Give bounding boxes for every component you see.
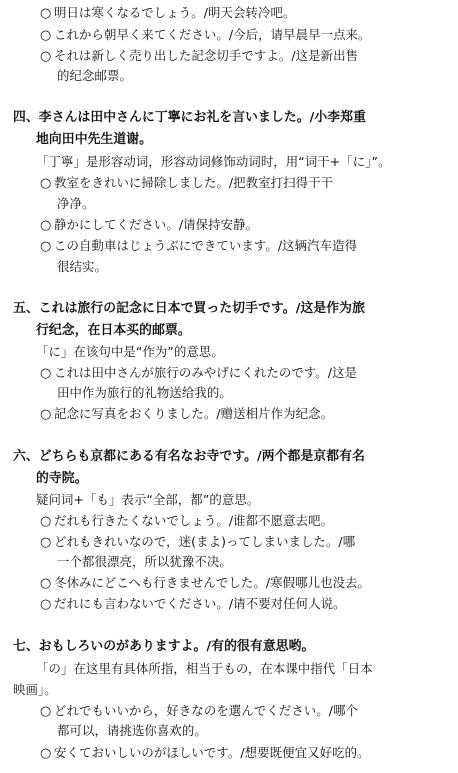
example-line [40, 512, 333, 531]
example-continuation: 很结实。 [57, 259, 107, 274]
example-text: 安くておいしいのがほしいです。/想要既便宜又好吃的。 [54, 745, 370, 760]
example-text: それは新しく売り出した記念切手ですよ。/这是新出售 [54, 48, 359, 63]
example-text: どれもきれいなので，迷(まよ)ってしまいました。/哪 [54, 534, 356, 549]
example-text: 教室をきれいに掃除しました。/把教室打扫得干干 [54, 175, 334, 190]
example-text: 冬休みにどこへも行きませんでした。/寒假哪儿也没去。 [54, 575, 371, 590]
example-line [40, 595, 346, 614]
section-heading-continuation: 行纪念，在日本买的邮票。 [36, 323, 191, 338]
grammar-note-continuation: 映画」。 [13, 682, 57, 697]
bullet-icon: ○ [40, 49, 52, 64]
example-line [40, 174, 333, 193]
bullet-icon: ○ [40, 176, 52, 191]
bullet-icon: ○ [40, 597, 52, 612]
example-text: だれにも言わないでください。/请不要对任何人说。 [54, 596, 346, 611]
section-heading: 五、これは旅行の記念に日本で買った切手です。/这是作为旅 [13, 301, 365, 316]
example-line [40, 237, 357, 256]
section-heading: 七、おもしろいのがありますよ。/有的很有意思哟。 [13, 639, 315, 654]
example-text: これから朝早く来てください。/今后，请早晨早一点来。 [54, 27, 371, 42]
section-heading: 六、どちらも京都にある有名なお寺です。/两个都是京都有名 [13, 449, 365, 464]
bullet-icon: ○ [40, 218, 52, 233]
bullet-icon: ○ [40, 6, 52, 21]
bullet-icon: ○ [40, 239, 52, 254]
example-line [40, 574, 370, 593]
example-line [40, 4, 295, 23]
bullet-icon: ○ [40, 28, 52, 43]
grammar-note: 疑问词+「も」表示“全部，都”的意思。 [36, 492, 260, 507]
example-continuation: 都可以，请挑选你喜欢的。 [57, 723, 207, 738]
example-continuation: 的纪念邮票。 [57, 68, 132, 83]
grammar-note: 「に」在该句中是“作为”的意思。 [36, 344, 224, 359]
bullet-icon: ○ [40, 514, 52, 529]
example-continuation: 田中作为旅行的礼物送给我的。 [57, 385, 232, 400]
example-continuation: 净净。 [57, 196, 95, 211]
example-line [40, 533, 355, 552]
example-line [40, 26, 371, 45]
example-line [40, 744, 370, 763]
grammar-note: 「丁寧」是形容动词，形容动词修饰动词时，用“词干+「に」”。 [36, 154, 391, 169]
bullet-icon: ○ [40, 576, 52, 591]
bullet-icon: ○ [40, 704, 52, 719]
bullet-icon: ○ [40, 535, 52, 550]
bullet-icon: ○ [40, 366, 52, 381]
bullet-icon: ○ [40, 746, 52, 761]
bullet-icon: ○ [40, 407, 52, 422]
example-text: 記念に写真をおくりました。/赠送相片作为纪念。 [54, 406, 334, 421]
example-line [40, 216, 258, 235]
section-heading-continuation: 的寺院。 [36, 471, 88, 486]
example-text: この自動車はじょうぶにできています。/这辆汽车造得 [54, 238, 358, 253]
section-heading-continuation: 地向田中先生道谢。 [36, 132, 153, 147]
example-line [40, 364, 357, 383]
example-continuation: 一个都很漂亮，所以犹豫不决。 [57, 554, 232, 569]
example-line [40, 47, 358, 66]
grammar-note: 「の」在这里有具体所指，相当于もの，在本课中指代「日本 [36, 661, 373, 676]
example-text: どれでもいいから，好きなのを選んでください。/哪个 [54, 703, 359, 718]
example-line [40, 702, 358, 721]
section-heading: 四、李さんは田中さんに丁寧にお礼を言いました。/小李郑重 [13, 110, 366, 125]
example-text: だれも行きたくないでしょう。/谁都不愿意去吧。 [54, 513, 334, 528]
example-text: これは田中さんが旅行のみやげにくれたのです。/这是 [54, 365, 358, 380]
example-text: 明日は寒くなるでしょう。/明天会转冷吧。 [54, 5, 296, 20]
example-text: 静かにしてください。/请保持安静。 [54, 217, 259, 232]
example-line [40, 405, 333, 424]
